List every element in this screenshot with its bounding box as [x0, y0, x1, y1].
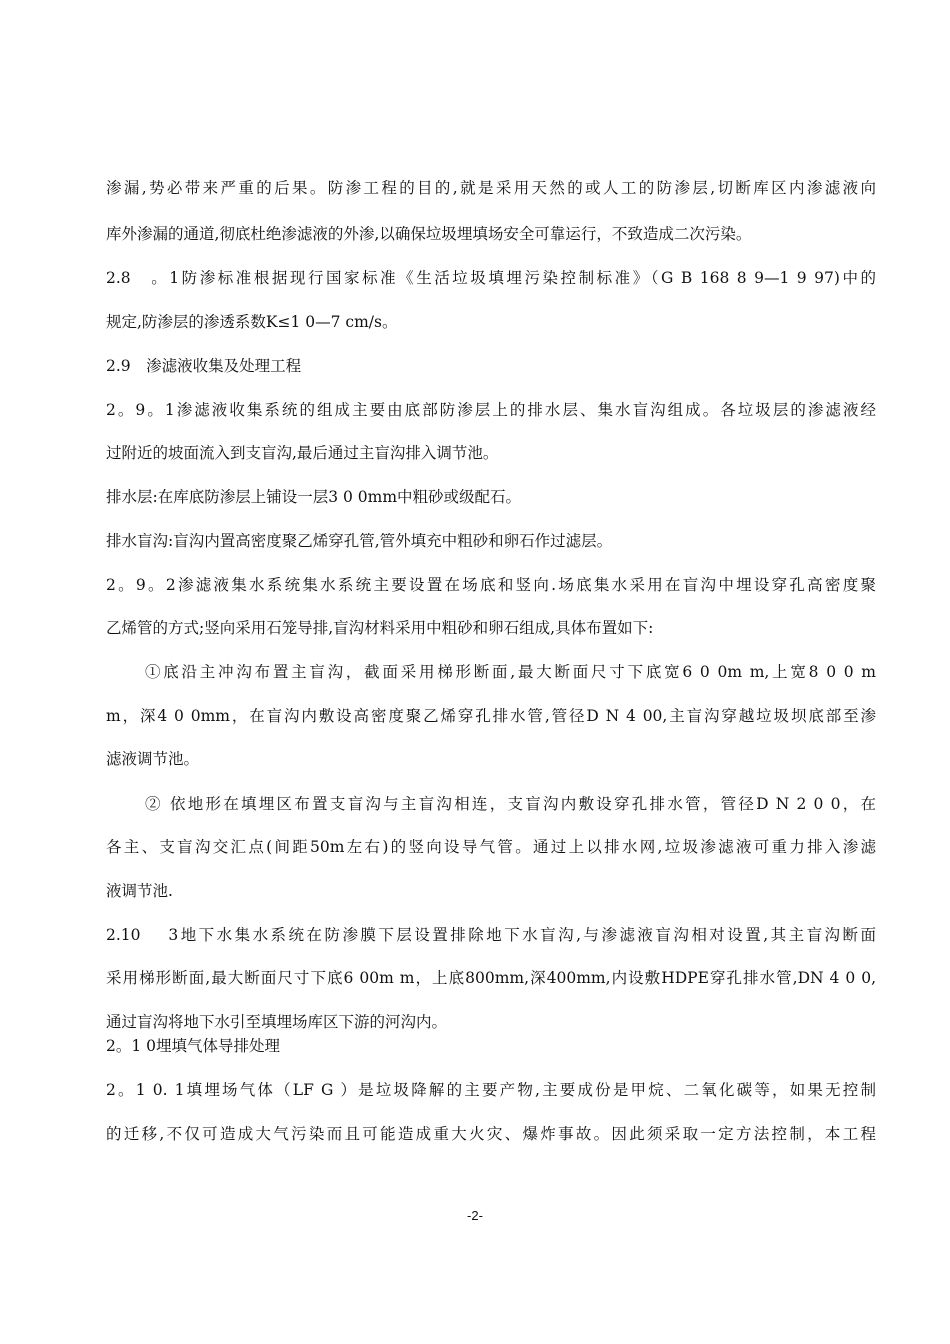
paragraph-line: 渗漏,势必带来严重的后果。防渗工程的目的,就是采用天然的或人工的防渗层,切断库区内渗滤液向 [106, 179, 876, 197]
paragraph-line: 2。1 0. 1填埋场气体（LF G ）是垃圾降解的主要产物,主要成份是甲烷、二氧化碳等，如果无控制 [106, 1081, 876, 1099]
list-item-line: ② 依地形在填埋区布置支盲沟与主盲沟相连，支盲沟内敷设穿孔排水管，管径D N 2 0 0，在 [145, 795, 876, 813]
paragraph-line: m，深4 0 0mm，在盲沟内敷设高密度聚乙烯穿孔排水管,管径D N 4 00,主盲沟穿越垃圾坝底部至渗 [106, 707, 876, 725]
paragraph-line: 2.10 3地下水集水系统在防渗膜下层设置排除地下水盲沟,与渗滤液盲沟相对设置,其主盲沟断面 [106, 926, 876, 944]
paragraph-line: 2。9。2渗滤液集水系统集水系统主要设置在场底和竖向.场底集水采用在盲沟中埋设穿孔高密度聚 [106, 576, 876, 594]
paragraph-line: 乙烯管的方式;竖向采用石笼导排,盲沟材料采用中粗砂和卵石组成,具体布置如下: [106, 619, 654, 637]
section-heading: 2。1 0埋填气体导排处理 [106, 1037, 281, 1055]
paragraph-line: 排水层:在库底防渗层上铺设一层3 0 0mm中粗砂或级配石。 [106, 488, 522, 506]
paragraph-line: 的迁移,不仅可造成大气污染而且可能造成重大火灾、爆炸事故。因此须采取一定方法控制，本工程 [106, 1125, 876, 1143]
paragraph-line: 滤液调节池。 [106, 750, 200, 768]
paragraph-line: 各主、支盲沟交汇点(间距50m左右)的竖向设导气管。通过上以排水网,垃圾渗滤液可重力排入渗滤 [106, 838, 876, 856]
paragraph-line: 规定,防渗层的渗透系数K≤1 0—7 cm/s。 [106, 313, 398, 331]
list-item-line: ①底沿主冲沟布置主盲沟，截面采用梯形断面,最大断面尺寸下底宽6 0 0m m,上宽8 0 0 m [145, 663, 876, 681]
paragraph-line: 液调节池. [106, 882, 173, 900]
paragraph-line: 通过盲沟将地下水引至填埋场库区下游的河沟内。 [106, 1013, 448, 1031]
paragraph-line: 库外渗漏的通道,彻底杜绝渗滤液的外渗,以确保垃圾埋填场安全可靠运行，不致造成二次污染。 [106, 225, 752, 243]
paragraph-line: 2.8 。1防渗标准根据现行国家标准《生活垃圾填埋污染控制标准》（G B 168 8 9—1 9 97)中的 [106, 269, 876, 287]
page-number: -2- [467, 1208, 483, 1223]
paragraph-line: 排水盲沟:盲沟内置高密度聚乙烯穿孔管,管外填充中粗砂和卵石作过滤层。 [106, 532, 613, 550]
paragraph-line: 采用梯形断面,最大断面尺寸下底6 00m m，上底800mm,深400mm,内设敷HDPE穿孔排水管,DN 4 0 0, [106, 969, 876, 987]
paragraph-line: 2。9。1渗滤液收集系统的组成主要由底部防渗层上的排水层、集水盲沟组成。各垃圾层的渗滤液经 [106, 401, 876, 419]
paragraph-line: 过附近的坡面流入到支盲沟,最后通过主盲沟排入调节池。 [106, 444, 499, 462]
section-heading: 2.9 渗滤液收集及处理工程 [106, 357, 302, 375]
